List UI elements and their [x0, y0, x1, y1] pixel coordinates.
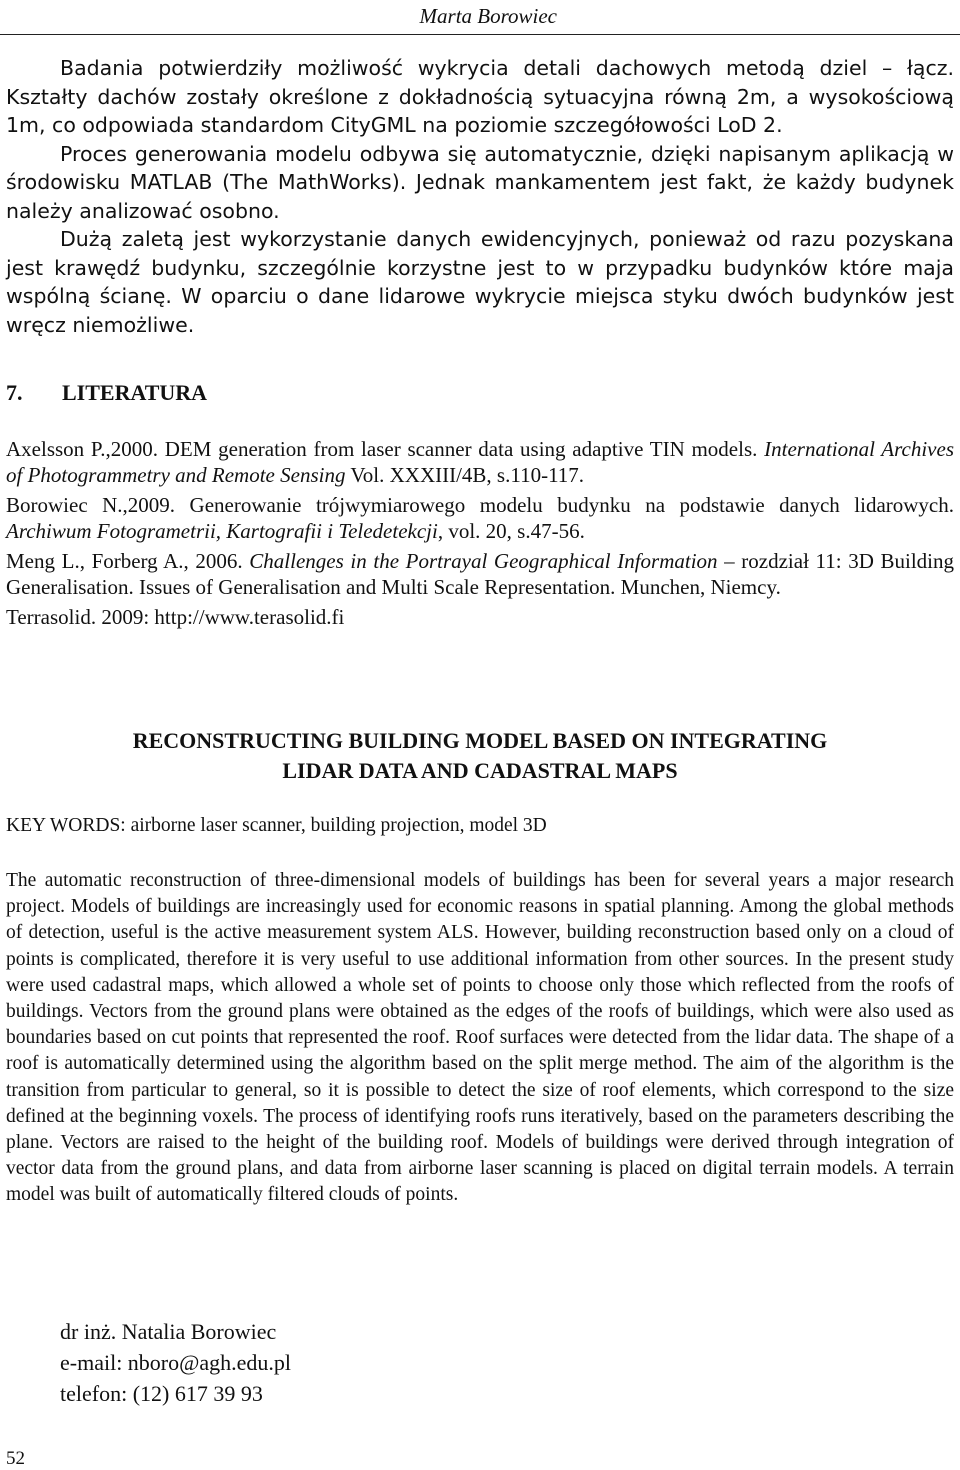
reference-text: Meng L., Forberg A., 2006.: [6, 549, 250, 573]
title-line: LIDAR DATA AND CADASTRAL MAPS: [282, 758, 678, 783]
reference-list: [6, 437, 954, 636]
page-number: 52: [6, 1448, 25, 1469]
title-line: RECONSTRUCTING BUILDING MODEL BASED ON INTEGRATING: [132, 728, 828, 753]
english-title: [0, 726, 960, 786]
paragraph: Badania potwierdziły możliwość wykrycia detali dachowych metodą dziel – łącz. Kształty dachów zostały określone z dokładnością sytuacyjna równą 2m, a wysokościową 1m, co odpowiada standardom CityGML na poziomie szczegółowości LoD 2.: [6, 56, 954, 137]
author-name: dr inż. Natalia Borowiec: [60, 1319, 277, 1344]
section-heading: [6, 380, 207, 406]
reference-source: International Archives of Photogrammetry and Remote Sensing: [6, 437, 954, 487]
reference-text: Terrasolid. 2009: http://www.terasolid.fi: [6, 605, 345, 629]
reference-details: – rozdział 11: 3D Building Generalisation. Issues of Generalisation and Multi Scale Representation. Munchen, Niemcy.: [6, 549, 954, 599]
reference-text: Borowiec N.,2009. Generowanie trójwymiarowego modelu budynku na podstawie danych lidarowych.: [6, 493, 954, 517]
english-abstract: The automatic reconstruction of three-dimensional models of buildings has been for several years a major research project. Models of buildings are increasingly used for economic reasons in spatial planning. Among the global methods of detection, useful is the active measurement system ALS. However, building reconstruction based only on a cloud of points is complicated, therefore it is very useful to use additional information from other sources. In the present study were used cadastral maps, which allowed a whole set of points to choose only those which reflected from the roofs of buildings. Vectors from the ground plans were obtained as the edges of the roofs of buildings, which were also used as boundaries based on cut points that represented the roof. Roof surfaces were detected from the lidar data. The shape of a roof is automatically determined using the algorithm based on the split merge method. The aim of the algorithm is the transition from particular to general, so it is possible to detect the size of roof elements, which correspond to the size defined at the beginning voxels. The process of identifying roofs runs iteratively, based on the parameters describing the plane. Vectors are raised to the height of the building roof. Models of buildings were derived through integration of vector data from the ground plans, and data from airborne laser scanning is placed on digital terrain models. A terrain model was built of automatically filtered clouds of points.: [6, 870, 954, 1206]
reference-details: Vol. XXXIII/4B, s.110-117.: [345, 462, 585, 487]
author-block: [60, 1316, 291, 1409]
section-title: LITERATURA: [62, 380, 208, 405]
reference-item: [6, 493, 954, 544]
reference-source: Archiwum Fotogrametrii, Kartografii i Teledetekcji: [6, 518, 438, 543]
author-email: e-mail: nboro@agh.edu.pl: [60, 1350, 292, 1375]
reference-text: Axelsson P.,2000. DEM generation from laser scanner data using adaptive TIN models.: [6, 437, 765, 461]
reference-item: [6, 549, 954, 600]
header-author: Marta Borowiec: [419, 4, 557, 28]
reference-item: [6, 437, 954, 488]
key-words: KEY WORDS: airborne laser scanner, building projection, model 3D: [6, 815, 547, 836]
reference-source: Challenges in the Portrayal Geographical Information: [249, 549, 718, 573]
section-number: 7.: [6, 380, 23, 405]
polish-conclusions: [6, 54, 954, 339]
author-phone: telefon: (12) 617 39 93: [60, 1381, 263, 1406]
reference-item: [6, 605, 954, 631]
reference-details: , vol. 20, s.47-56.: [437, 518, 585, 543]
paragraph: Dużą zaletą jest wykorzystanie danych ewidencyjnych, ponieważ od razu pozyskana jest krawędź budynku, szczególnie korzystne jest to w przypadku budynków które maja wspólną ścianę. W oparciu o dane lidarowe wykrycie miejsca styku dwóch budynków jest wręcz niemożliwe.: [6, 227, 954, 337]
running-header: [0, 4, 960, 35]
paragraph: Proces generowania modelu odbywa się automatycznie, dzięki napisanym aplikacją w środowisku MATLAB (The MathWorks). Jednak mankamentem jest fakt, że każdy budynek należy analizować osobno.: [6, 141, 954, 223]
